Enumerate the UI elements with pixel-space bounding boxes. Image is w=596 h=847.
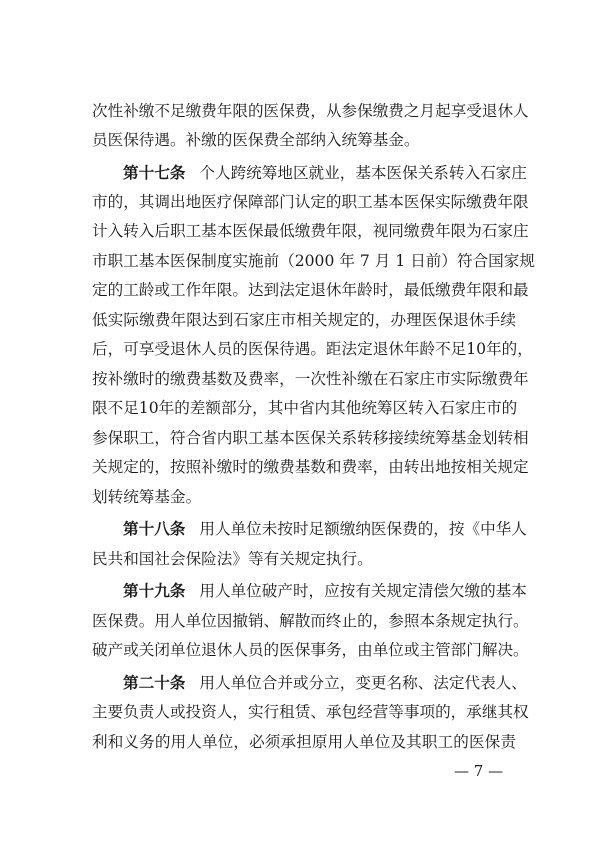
article-17-heading-line: 第十七条 个人跨统筹地区就业，基本医保关系转入石家庄 [123,163,527,182]
article-title: 第十八条 [123,519,186,538]
text-line: 市的，其调出地医疗保障部门认定的职工基本医保实际缴费年限 [92,193,529,211]
text-line: 破产或关闭单位退休人员的医保事务，由单位或主管部门解决。 [92,641,529,659]
article-18-heading-line: 第十八条 用人单位未按时足额缴纳医保费的，按《中华人 [123,519,527,538]
text-line: 按补缴时的缴费基数及费率，一次性补缴在石家庄市实际缴费年 [92,370,529,388]
page-number: — 7 — [454,762,504,780]
text-line: 关规定的，按照补缴时的缴费基数和费率，由转出地按相关规定 [92,458,529,476]
text-line: 定的工龄或工作年限。达到法定退休年龄时，最低缴费年限和最 [92,281,529,299]
text-line: 划转统筹基金。 [92,488,202,506]
text-line: 员医保待遇。补缴的医保费全部纳入统筹基金。 [92,131,420,149]
text-line: 主要负责人或投资人，实行租赁、承包经营等事项的，承继其权 [92,703,529,721]
text-line: 市职工基本医保制度实施前（2000 年 7 月 1 日前）符合国家规 [92,252,535,270]
text-line: 民共和国社会保险法》等有关规定执行。 [92,550,373,568]
text-line: 利和义务的用人单位，必须承担原用人单位及其职工的医保责 [92,733,516,751]
article-20-heading-line: 第二十条 用人单位合并或分立，变更名称、法定代表人、 [123,673,527,692]
text-line: 参保职工，符合省内职工基本医保关系转移接续统筹基金划转相 [92,429,529,447]
article-title: 第二十条 [123,673,186,692]
text-line: 计入转入后职工基本医保最低缴费年限，视同缴费年限为石家庄 [92,222,529,240]
text-line: 医保费。用人单位因撤销、解散而终止的，参照本条规定执行。 [92,612,529,630]
article-title: 第十七条 [123,163,186,182]
text-line: 次性补缴不足缴费年限的医保费，从参保缴费之月起享受退休人 [92,102,529,120]
text-line: 后，可享受退休人员的医保待遇。距法定退休年龄不足10年的， [92,340,533,358]
article-title: 第十九条 [123,581,186,600]
article-19-heading-line: 第十九条 用人单位破产时，应按有关规定清偿欠缴的基本 [123,581,527,600]
text-line: 低实际缴费年限达到石家庄市相关规定的，办理医保退休手续 [92,311,516,329]
text-line: 限不足10年的差额部分，其中省内其他统筹区转入石家庄市的 [92,399,518,417]
